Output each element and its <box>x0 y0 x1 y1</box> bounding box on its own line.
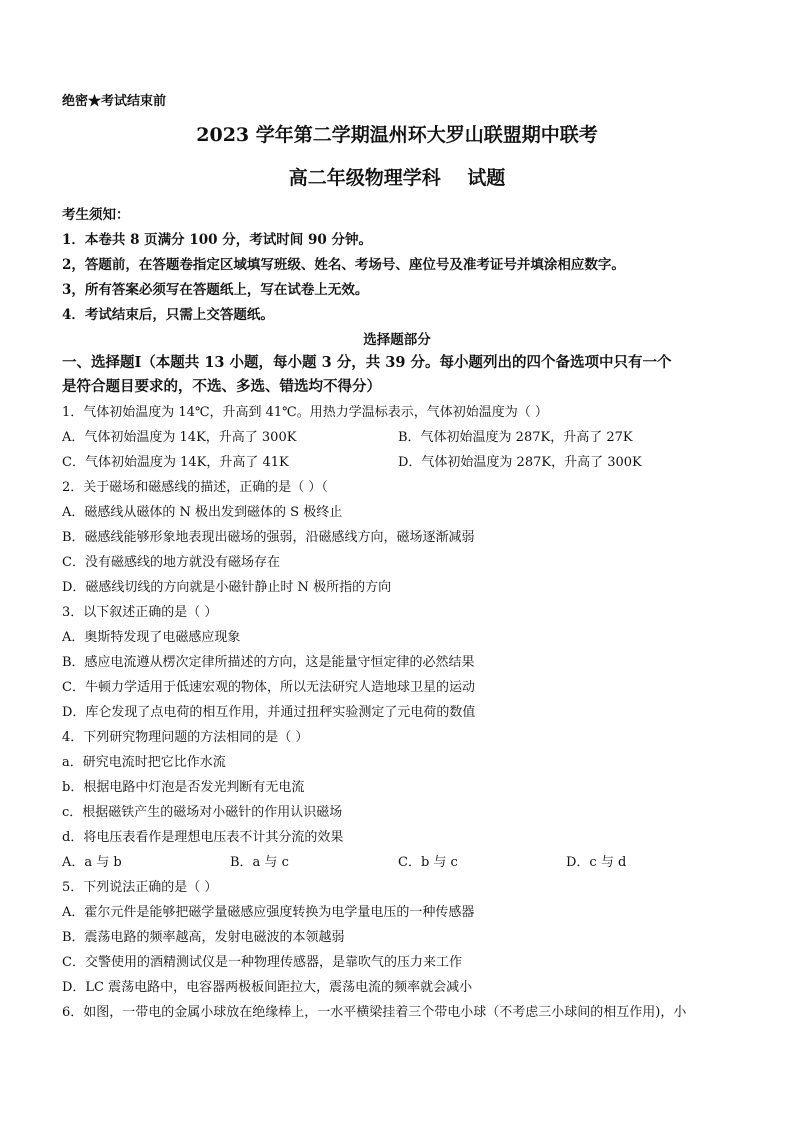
q3-option-a: A．奥斯特发现了电磁感应现象 <box>62 630 241 645</box>
q1-option-a: A．气体初始温度为 14K，升高了 300K <box>62 430 297 445</box>
q2-option-d: D．磁感线切线的方向就是小磁针静止时 N 极所指的方向 <box>62 580 392 595</box>
q5-option-c: C．交警使用的酒精测试仪是一种物理传感器，是靠吹气的压力来工作 <box>62 955 462 970</box>
q4-item-a: a．研究电流时把它比作水流 <box>62 755 226 770</box>
q2-option-c: C．没有磁感线的地方就没有磁场存在 <box>62 555 280 570</box>
question-2-stem: 2．关于磁场和磁感线的描述，正确的是（ ）（ <box>62 480 328 495</box>
q1-option-c: C．气体初始温度为 14K，升高了 41K <box>62 455 289 470</box>
part-heading: 一、选择题Ⅰ（本题共 13 小题，每小题 3 分，共 39 分。每小题列出的四个备选项中只有一个 <box>62 354 672 371</box>
q1-option-b: B．气体初始温度为 287K，升高了 27K <box>398 430 633 445</box>
question-5-stem: 5．下列说法正确的是（ ） <box>62 880 218 895</box>
notice-heading: 考生须知： <box>62 207 130 223</box>
q5-option-a: A．霍尔元件是能够把磁学量磁感应强度转换为电学量电压的一种传感器 <box>62 905 475 920</box>
exam-subtitle: 高二年级物理学科 试题 <box>288 167 506 189</box>
notice-item: 1．本卷共 8 页满分 100 分，考试时间 90 分钟。 <box>62 232 372 248</box>
q5-option-b: B．震荡电路的频率越高，发射电磁波的本领越弱 <box>62 930 345 945</box>
notice-item: 2，答题前，在答题卷指定区域填写班级、姓名、考场号、座位号及准考证号并填涂相应数字。 <box>62 257 625 273</box>
q3-option-c: C．牛顿力学适用于低速宏观的物体，所以无法研究人造地球卫星的运动 <box>62 680 475 695</box>
q3-option-d: D．库仑发现了点电荷的相互作用，并通过扭秤实验测定了元电荷的数值 <box>62 705 476 720</box>
question-6-stem: 6．如图，一带电的金属小球放在绝缘棒上，一水平横梁挂着三个带电小球（不考虑三小球间的相互作用)，小 <box>62 1005 687 1020</box>
question-1-stem: 1．气体初始温度为 14℃，升高到 41℃。用热力学温标表示，气体初始温度为（ ） <box>62 405 548 420</box>
q3-option-b: B．感应电流遵从楞次定律所描述的方向，这是能量守恒定律的必然结果 <box>62 655 475 670</box>
q4-option-b: B．a 与 c <box>230 855 289 870</box>
q4-option-d: D．c 与 d <box>566 855 627 870</box>
exam-title: 2023 学年第二学期温州环大罗山联盟期中联考 <box>196 124 598 146</box>
part-heading-cont: 是符合题目要求的，不选、多选、错选均不得分） <box>62 378 381 395</box>
q4-item-c: c．根据磁铁产生的磁场对小磁针的作用认识磁场 <box>62 805 343 820</box>
q4-item-b: b．根据电路中灯泡是否发光判断有无电流 <box>62 780 305 795</box>
notice-item: 3，所有答案必须写在答题纸上，写在试卷上无效。 <box>62 282 369 298</box>
q4-option-a: A．a 与 b <box>62 855 122 870</box>
q5-option-d: D．LC 震荡电路中，电容器两极板间距拉大，震荡电流的频率就会减小 <box>62 980 473 995</box>
q2-option-a: A．磁感线从磁体的 N 极出发到磁体的 S 极终止 <box>62 505 343 520</box>
q2-option-b: B．磁感线能够形象地表现出磁场的强弱，沿磁感线方向，磁场逐渐减弱 <box>62 530 475 545</box>
question-4-stem: 4．下列研究物理问题的方法相同的是（ ） <box>62 730 309 745</box>
notice-item: 4．考试结束后，只需上交答题纸。 <box>62 307 274 323</box>
q1-option-d: D．气体初始温度为 287K，升高了 300K <box>398 455 642 470</box>
q4-item-d: d．将电压表看作是理想电压表不计其分流的效果 <box>62 830 344 845</box>
q4-option-c: C．b 与 c <box>398 855 458 870</box>
question-3-stem: 3．以下叙述正确的是（ ） <box>62 605 218 620</box>
confidential-label: 绝密★考试结束前 <box>62 94 167 109</box>
section-title: 选择题部分 <box>363 332 431 348</box>
